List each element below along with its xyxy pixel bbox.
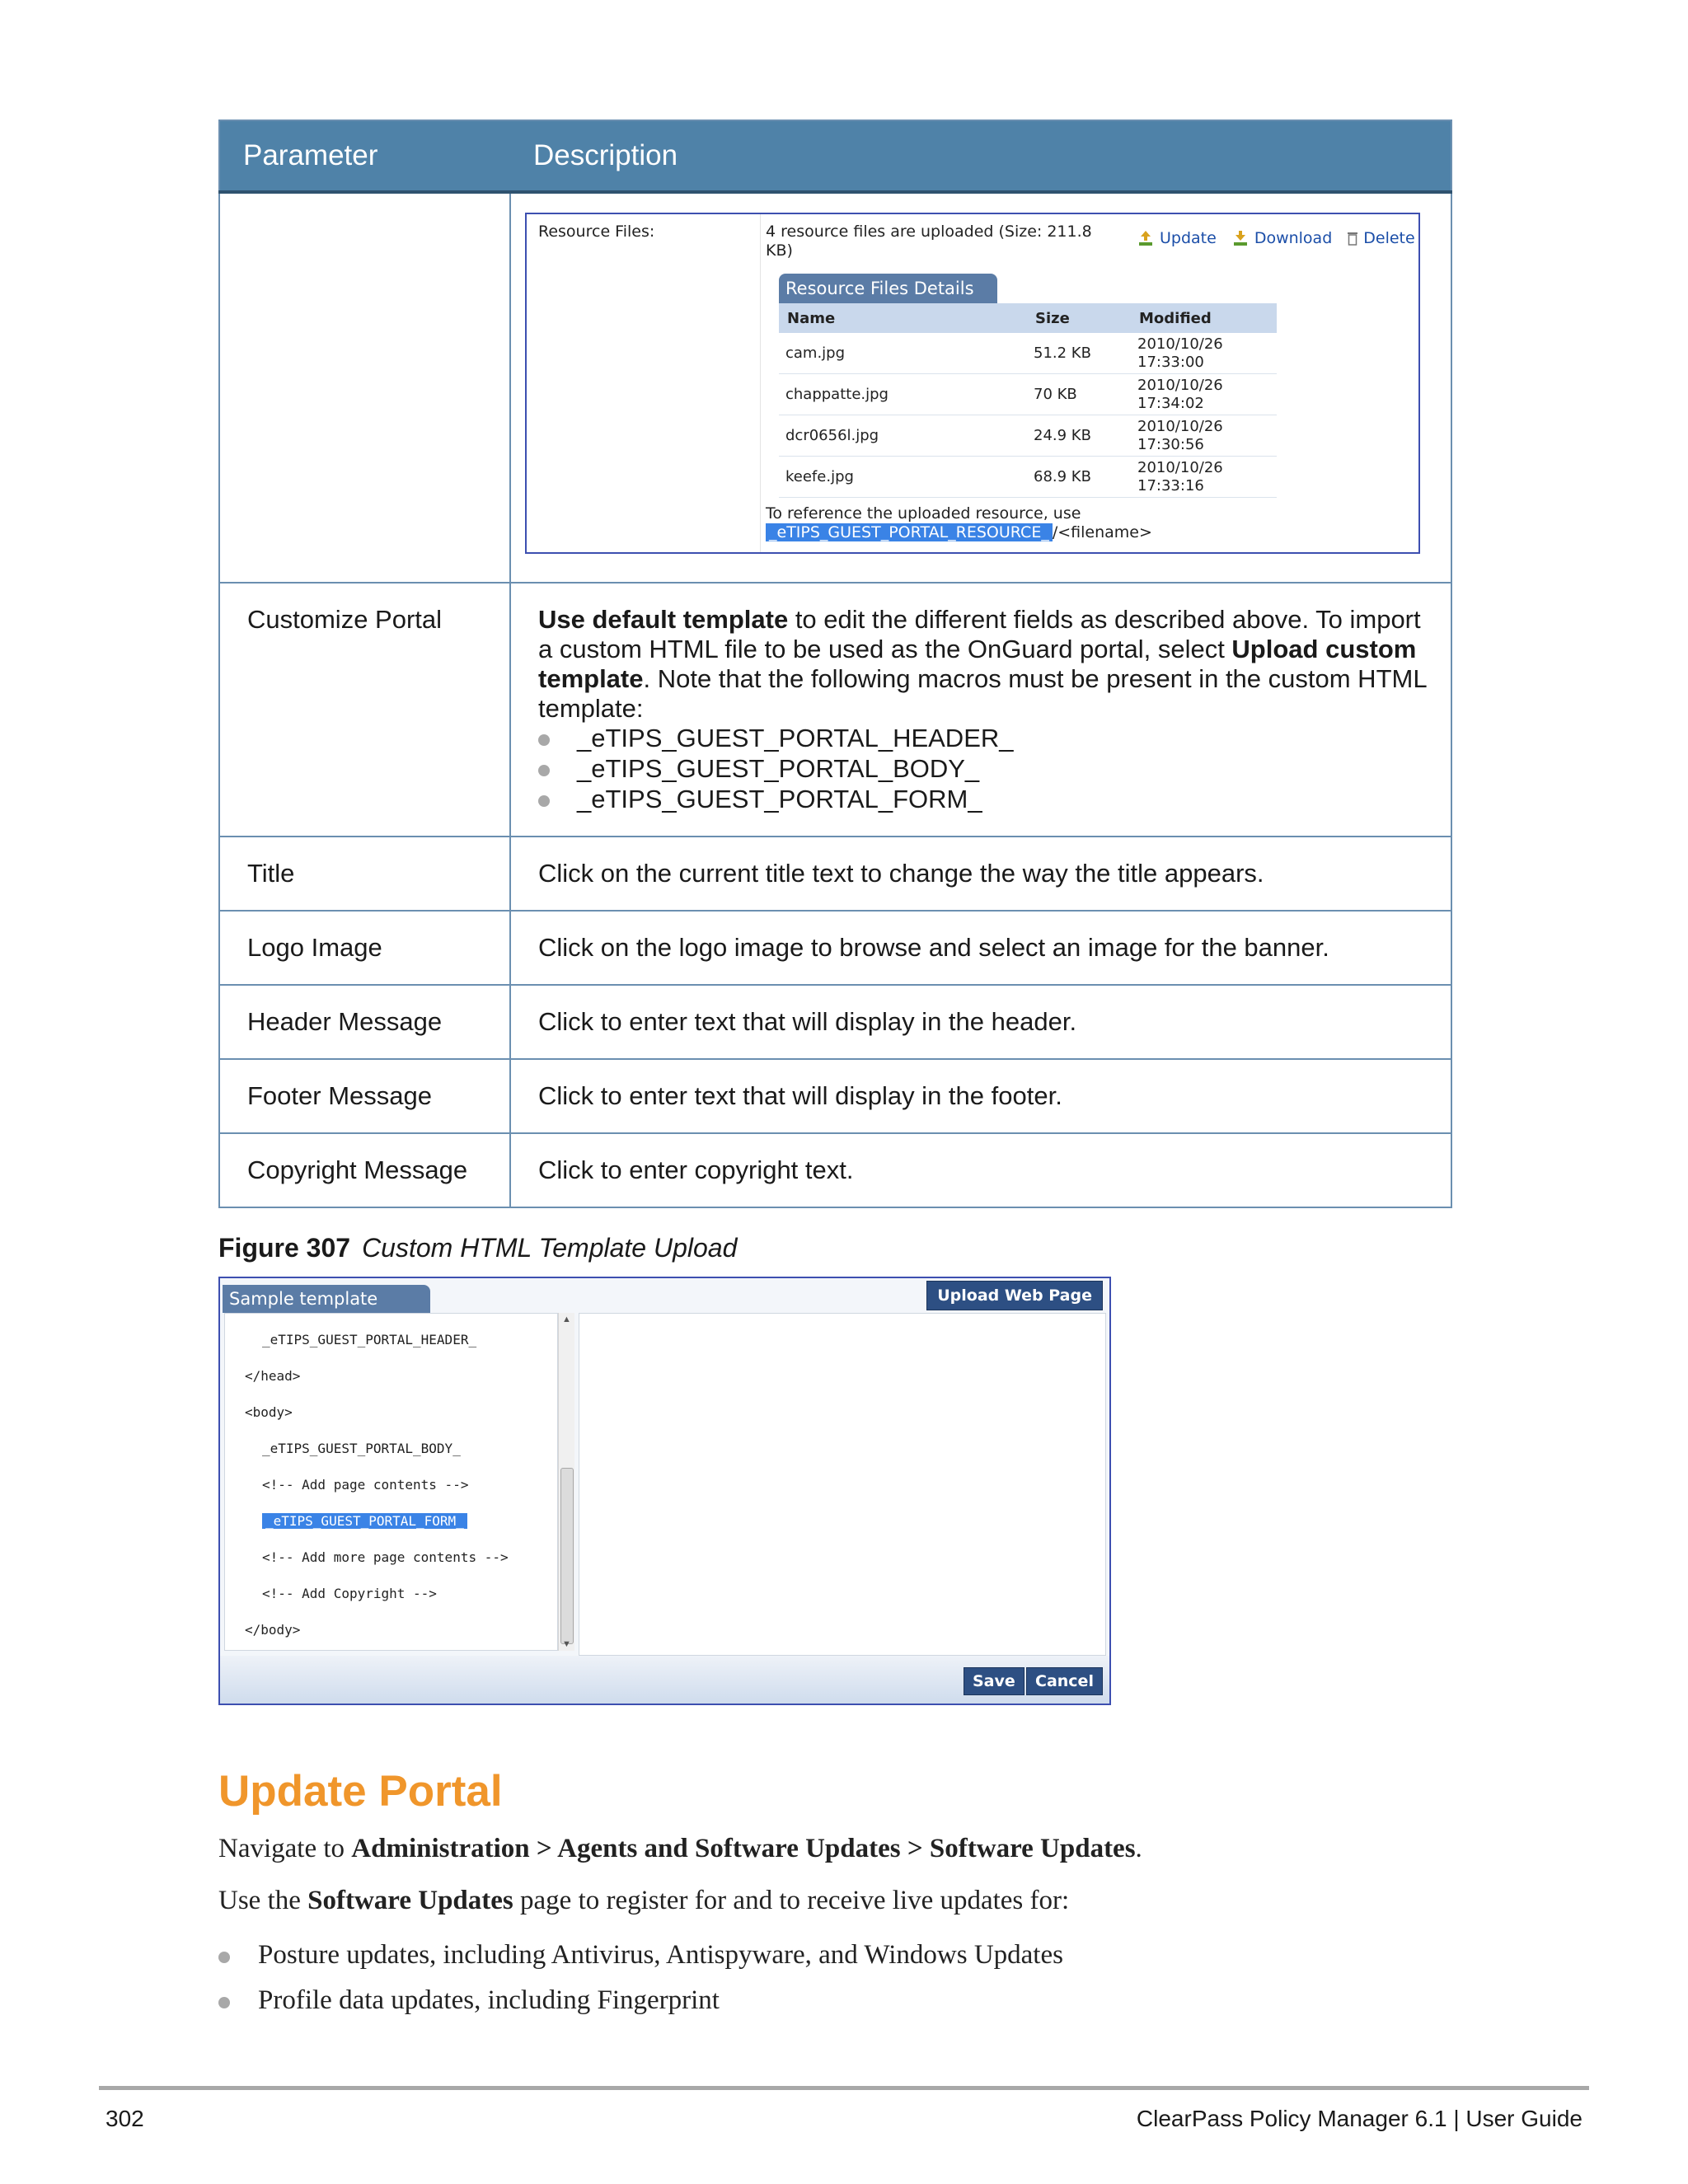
nav-path: Administration > Agents and Software Updates > Software Updates: [351, 1834, 1136, 1863]
file-modified: 2010/10/26 17:33:00: [1131, 333, 1277, 374]
button-bar: [220, 1656, 1109, 1704]
use-paragraph: Use the Software Updates page to register for and to receive live updates for:: [218, 1886, 1070, 1915]
note-suffix: /<filename>: [1052, 523, 1152, 541]
template-code-editor[interactable]: [224, 1313, 558, 1651]
list-item: _eTIPS_GUEST_PORTAL_HEADER_: [538, 724, 1436, 754]
param-cell: Title: [219, 837, 510, 911]
desc-cell: [510, 583, 1451, 837]
divider: [760, 214, 761, 552]
file-size: 51.2 KB: [1027, 333, 1131, 374]
table-row[interactable]: [779, 415, 1277, 457]
code-line: <!-- Add Copyright -->: [262, 1586, 437, 1601]
download-label: Download: [1254, 229, 1333, 247]
col-header-parameter: Parameter: [219, 120, 510, 192]
sample-template-panel: [218, 1277, 1111, 1705]
page-name: Software Updates: [307, 1886, 513, 1915]
desc-bold: Upload custom template: [538, 635, 1417, 693]
code-line: </head>: [245, 1368, 301, 1384]
figure-title: Custom HTML Template Upload: [362, 1233, 738, 1263]
bullet-icon: [218, 1997, 230, 2008]
update-label: Update: [1160, 229, 1217, 247]
scroll-up-icon[interactable]: ▲: [562, 1315, 571, 1324]
bullet-icon: [218, 1952, 230, 1963]
list-item: _eTIPS_GUEST_PORTAL_FORM_: [538, 785, 1436, 815]
download-icon: [1231, 229, 1250, 247]
desc-cell: Click to enter copyright text.: [510, 1133, 1451, 1207]
code-line: </body>: [245, 1622, 301, 1638]
file-modified: 2010/10/26 17:30:56: [1131, 415, 1277, 457]
file-modified: 2010/10/26 17:33:16: [1131, 457, 1277, 498]
resource-files-details-tab[interactable]: Resource Files Details: [779, 274, 997, 303]
param-cell: Footer Message: [219, 1059, 510, 1133]
page-number: 302: [106, 2106, 144, 2131]
resource-summary: 4 resource files are uploaded (Size: 211.8 KB): [766, 223, 1092, 260]
footer-rule: [99, 2086, 1589, 2090]
resource-macro: _eTIPS_GUEST_PORTAL_RESOURCE_: [766, 523, 1053, 541]
table-row[interactable]: [779, 333, 1277, 374]
table-row: [219, 1059, 1451, 1133]
file-name: keefe.jpg: [779, 457, 1027, 498]
table-row: [219, 985, 1451, 1059]
col-header-size[interactable]: Size: [1027, 303, 1131, 333]
upload-web-page-button[interactable]: Upload Web Page: [926, 1281, 1103, 1310]
table-row[interactable]: [779, 374, 1277, 415]
list-item: _eTIPS_GUEST_PORTAL_BODY_: [538, 754, 1436, 785]
file-modified: 2010/10/26 17:34:02: [1131, 374, 1277, 415]
desc-cell: Click on the current title text to change the way the title appears.: [510, 837, 1451, 911]
macro-list: [538, 724, 1436, 815]
param-cell: [219, 192, 510, 583]
desc-bold: Use default template: [538, 605, 789, 634]
resource-actions: [1137, 229, 1415, 247]
scroll-down-icon[interactable]: ▼: [562, 1639, 571, 1649]
nav-paragraph: Navigate to Administration > Agents and Software Updates > Software Updates.: [218, 1834, 1142, 1863]
desc-cell: Click to enter text that will display in the footer.: [510, 1059, 1451, 1133]
scroll-thumb[interactable]: [560, 1468, 574, 1644]
document-title: ClearPass Policy Manager 6.1 | User Guide: [1136, 2106, 1582, 2131]
col-header-description: Description: [510, 120, 1451, 192]
resource-files-label: Resource Files:: [538, 223, 655, 241]
desc-text: to edit the different fields as described above. To import a custom HTML file to be used as the OnGuard portal, select: [538, 605, 1421, 663]
update-link[interactable]: [1137, 229, 1217, 247]
note-text: To reference the uploaded resource, use: [766, 504, 1081, 523]
resource-reference-note: [766, 504, 1152, 542]
file-size: 68.9 KB: [1027, 457, 1131, 498]
trash-icon: [1347, 231, 1358, 246]
code-scrollbar[interactable]: [558, 1313, 574, 1651]
file-size: 70 KB: [1027, 374, 1131, 415]
desc-cell: Click on the logo image to browse and select an image for the banner.: [510, 911, 1451, 985]
param-cell: Customize Portal: [219, 583, 510, 837]
save-button[interactable]: Save: [964, 1667, 1025, 1695]
file-name: cam.jpg: [779, 333, 1027, 374]
figure-caption: [218, 1233, 737, 1263]
template-preview-pane: [579, 1313, 1106, 1656]
cancel-button[interactable]: Cancel: [1026, 1667, 1103, 1695]
upload-icon: [1137, 229, 1155, 247]
file-name: chappatte.jpg: [779, 374, 1027, 415]
selected-code: _eTIPS_GUEST_PORTAL_FORM_: [262, 1513, 467, 1529]
sample-template-tab[interactable]: Sample template: [223, 1285, 430, 1313]
code-line: <!-- Add page contents -->: [262, 1477, 469, 1493]
delete-label: Delete: [1363, 229, 1415, 247]
col-header-name[interactable]: Name: [779, 303, 1027, 333]
param-cell: Logo Image: [219, 911, 510, 985]
code-line: _eTIPS_GUEST_PORTAL_HEADER_: [262, 1332, 477, 1347]
section-title: Update Portal: [218, 1767, 503, 1816]
param-cell: Copyright Message: [219, 1133, 510, 1207]
table-row: [219, 583, 1451, 837]
code-line: _eTIPS_GUEST_PORTAL_BODY_: [262, 1441, 461, 1456]
resource-files-panel: [525, 213, 1420, 554]
table-row: [219, 837, 1451, 911]
table-row[interactable]: [779, 457, 1277, 498]
download-link[interactable]: [1231, 229, 1332, 247]
file-name: dcr0656l.jpg: [779, 415, 1027, 457]
figure-number: Figure 307: [218, 1233, 351, 1263]
delete-link[interactable]: [1347, 229, 1414, 247]
desc-cell: Click to enter text that will display in the header.: [510, 985, 1451, 1059]
param-cell: Header Message: [219, 985, 510, 1059]
file-size: 24.9 KB: [1027, 415, 1131, 457]
table-row: [219, 911, 1451, 985]
table-row: [219, 1133, 1451, 1207]
code-line: <!-- Add more page contents -->: [262, 1549, 509, 1565]
code-line: <body>: [245, 1404, 293, 1420]
resource-files-table: [779, 303, 1277, 498]
desc-text: . Note that the following macros must be present in the custom HTML template:: [538, 664, 1427, 723]
col-header-modified[interactable]: Modified: [1131, 303, 1277, 333]
